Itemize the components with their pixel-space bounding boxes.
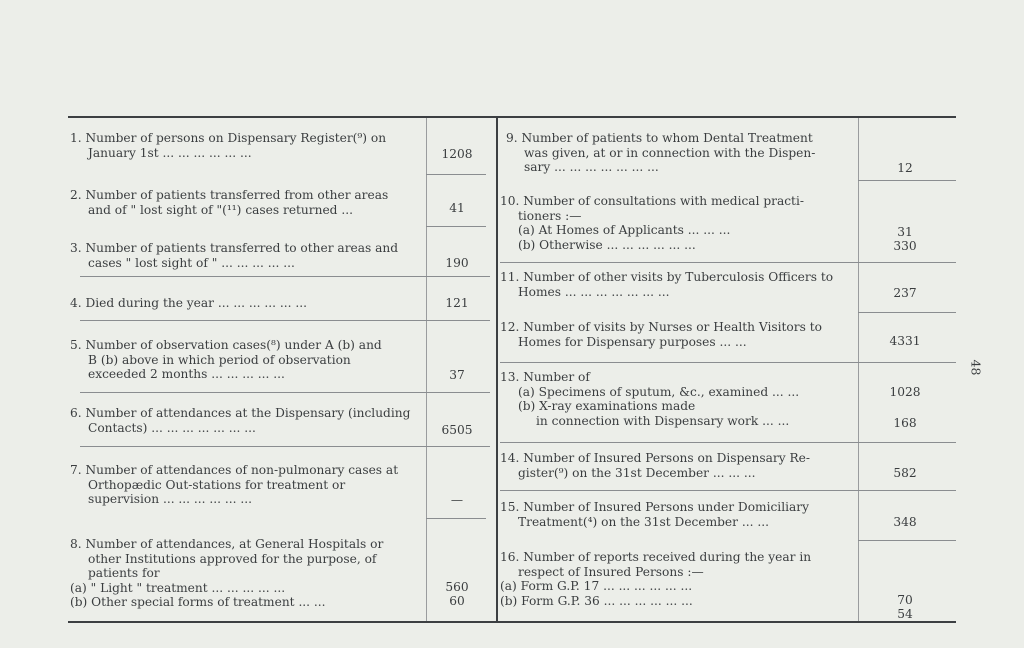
item-text: 1. Number of persons on Dispensary Register(⁹) on <box>70 131 387 145</box>
item-sub-text: (b) Otherwise ... ... ... ... ... ... <box>518 237 696 252</box>
item-sub-text: (a) At Homes of Applicants ... ... ... <box>518 223 731 237</box>
right-item-15 <box>500 500 809 529</box>
right-value-10a: 31 <box>897 225 913 239</box>
table-bottom-rule <box>68 621 956 623</box>
item-text: exceeded 2 months ... ... ... ... ... <box>88 367 285 381</box>
left-item-3 <box>70 241 398 270</box>
left-item-4 <box>70 296 307 311</box>
left-value-1: 1208 <box>441 147 473 161</box>
item-text: 15. Number of Insured Persons under Domiciliary <box>500 500 809 514</box>
item-text: Homes for Dispensary purposes ... ... <box>518 334 747 349</box>
right-row-rule <box>500 262 956 263</box>
right-value-16a: 70 <box>897 593 913 607</box>
item-text: 7. Number of attendances of non-pulmonary cases at <box>70 463 399 477</box>
left-value-2: 41 <box>449 201 465 215</box>
item-text: 10. Number of consultations with medical practi- <box>500 194 804 208</box>
left-row-rule <box>426 226 486 227</box>
right-item-11 <box>500 270 833 299</box>
left-item-2 <box>70 188 388 217</box>
right-item-9 <box>506 131 815 175</box>
item-text: 5. Number of observation cases(⁸) under A (b) and <box>70 338 382 352</box>
left-row-rule <box>426 518 486 519</box>
item-text: Homes ... ... ... ... ... ... ... <box>518 284 670 299</box>
right-row-rule <box>500 362 956 363</box>
item-text: tioners :— <box>518 208 582 223</box>
item-text: 2. Number of patients transferred from other areas <box>70 188 389 202</box>
right-value-column-border <box>858 118 859 621</box>
left-item-7 <box>70 463 398 507</box>
right-value-13b: 168 <box>893 416 917 430</box>
right-row-rule <box>858 312 956 313</box>
item-text: 13. Number of <box>500 370 590 384</box>
right-row-rule <box>500 442 956 443</box>
left-row-rule <box>426 174 486 175</box>
item-text: sary ... ... ... ... ... ... ... <box>524 160 659 174</box>
item-text: Treatment(⁴) on the 31st December ... ... <box>518 514 769 529</box>
item-text: gister(⁹) on the 31st December ... ... ... <box>518 465 756 480</box>
left-item-8 <box>70 537 383 610</box>
left-item-1 <box>70 131 386 160</box>
right-value-12: 4331 <box>889 334 921 348</box>
item-sub-text: (a) " Light " treatment ... ... ... ... ... <box>70 580 286 595</box>
left-item-5 <box>70 338 382 382</box>
table-top-rule <box>68 116 956 118</box>
item-sub-text: (b) X-ray examinations made <box>518 399 696 413</box>
right-item-12 <box>500 320 822 349</box>
left-value-7: — <box>450 493 464 507</box>
item-text: patients for <box>88 566 160 580</box>
column-divider <box>496 116 498 622</box>
left-row-rule <box>80 320 490 321</box>
item-text: Contacts) ... ... ... ... ... ... ... <box>88 420 256 435</box>
left-value-3: 190 <box>445 256 469 270</box>
item-text: cases " lost sight of " ... ... ... ... ... <box>88 255 295 270</box>
item-text: 14. Number of Insured Persons on Dispensary Re- <box>500 451 810 465</box>
item-text: 12. Number of visits by Nurses or Health Visitors to <box>500 320 822 334</box>
left-value-5: 37 <box>449 368 465 382</box>
right-item-14 <box>500 451 810 480</box>
item-text: respect of Insured Persons :— <box>518 564 704 579</box>
item-sub-text: (b) Other special forms of treatment ... ... <box>70 595 326 609</box>
left-value-6: 6505 <box>441 423 473 437</box>
item-text: 16. Number of reports received during the year in <box>500 550 812 564</box>
item-text: supervision ... ... ... ... ... ... <box>88 492 253 506</box>
left-row-rule <box>80 446 490 447</box>
right-value-14: 582 <box>893 466 917 480</box>
left-value-8b: 60 <box>449 594 465 608</box>
right-value-16b: 54 <box>897 607 913 621</box>
right-row-rule <box>500 490 956 491</box>
item-text: was given, at or in connection with the Dispen- <box>524 145 816 160</box>
item-text: Orthopædic Out-stations for treatment or <box>88 477 346 492</box>
item-text: and of " lost sight of "(¹¹) cases returned ... <box>88 202 353 217</box>
right-item-13 <box>500 370 799 428</box>
item-text: 9. Number of patients to whom Dental Treatment <box>506 131 813 145</box>
left-value-8a: 560 <box>445 580 469 594</box>
right-value-9: 12 <box>897 161 913 175</box>
right-item-10 <box>500 194 804 252</box>
right-value-11: 237 <box>893 286 917 300</box>
page-number: 48 <box>968 359 984 376</box>
item-text: 11. Number of other visits by Tuberculosis Officers to <box>500 270 834 284</box>
right-row-rule <box>858 180 956 181</box>
item-text: other Institutions approved for the purpose, of <box>88 551 377 566</box>
right-value-13a: 1028 <box>889 385 921 399</box>
left-item-6 <box>70 406 410 435</box>
item-sub-text: (b) Form G.P. 36 ... ... ... ... ... ... <box>500 593 693 608</box>
left-value-4: 121 <box>445 296 469 310</box>
item-sub-text: in connection with Dispensary work ... ... <box>536 413 790 428</box>
item-text: January 1st ... ... ... ... ... ... <box>88 145 252 160</box>
right-item-16 <box>500 550 811 608</box>
item-sub-text: (a) Form G.P. 17 ... ... ... ... ... ... <box>500 579 693 593</box>
left-row-rule <box>80 392 490 393</box>
left-value-column-border <box>426 118 427 621</box>
item-text: 3. Number of patients transferred to other areas and <box>70 241 399 255</box>
left-row-rule <box>80 276 490 277</box>
right-value-15: 348 <box>893 515 917 529</box>
item-text: 4. Died during the year ... ... ... ... ... ... <box>70 296 307 310</box>
item-text: 6. Number of attendances at the Dispensary (including <box>70 406 411 420</box>
right-value-10b: 330 <box>893 239 917 253</box>
right-row-rule <box>858 540 956 541</box>
item-text: B (b) above in which period of observation <box>88 352 351 367</box>
item-text: 8. Number of attendances, at General Hospitals or <box>70 537 384 551</box>
item-sub-text: (a) Specimens of sputum, &c., examined ... ... <box>518 384 800 399</box>
